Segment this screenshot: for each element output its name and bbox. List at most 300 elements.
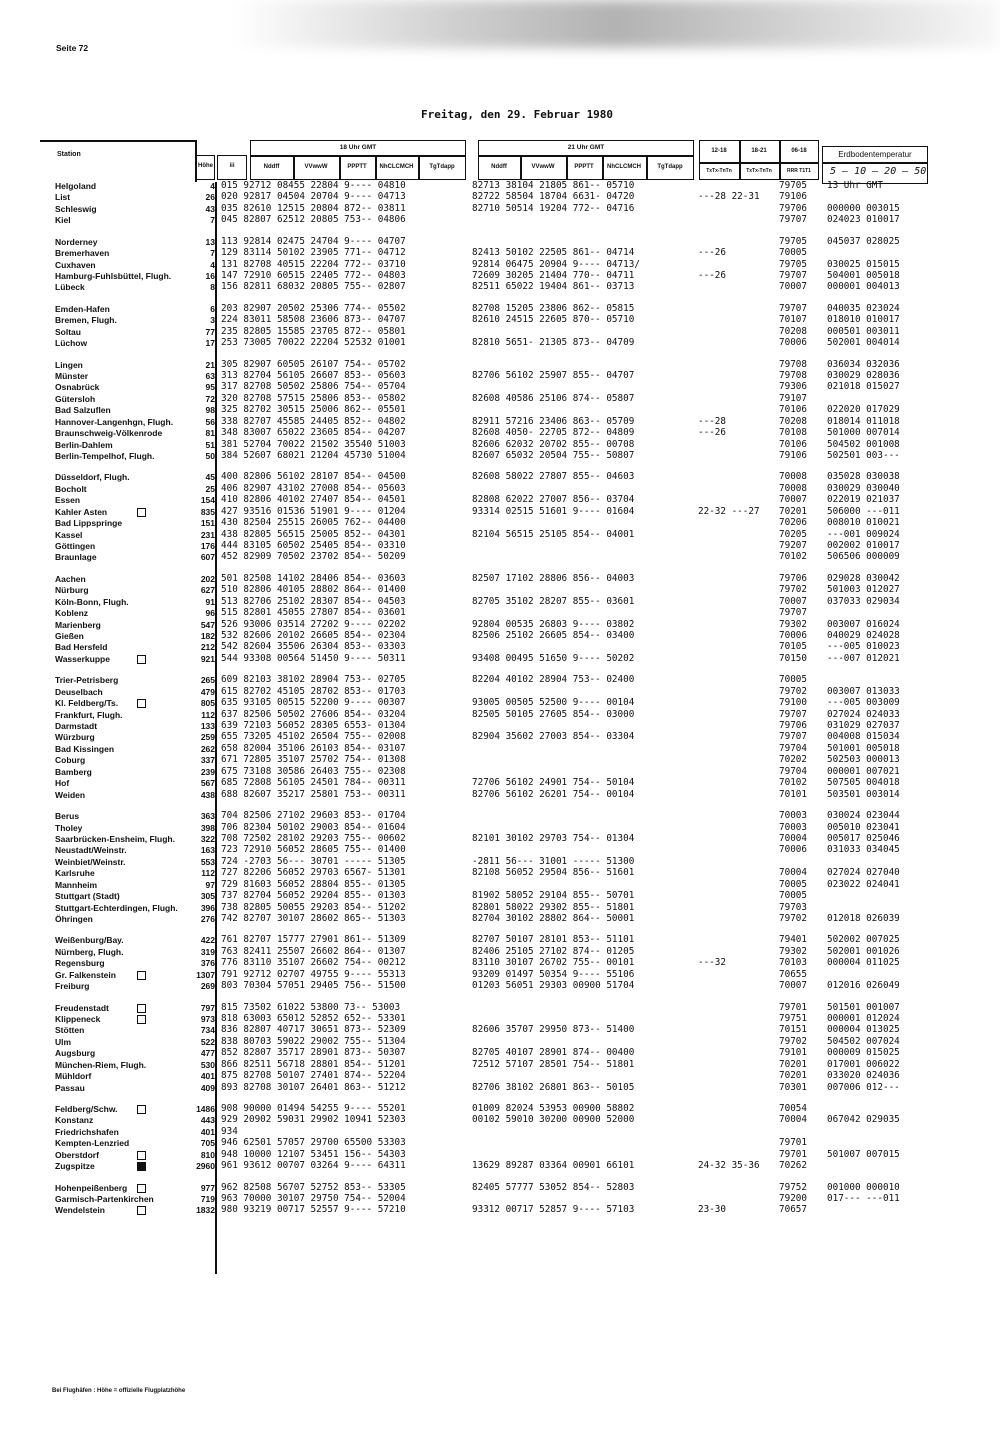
soil-temperature: 503501 003014 — [827, 788, 900, 800]
precip-group: 70205 — [779, 528, 807, 540]
station-hoehe: 50 — [205, 451, 215, 462]
obs-21-gmt: 82104 56515 25105 854-- 04001 — [472, 528, 635, 540]
header-21-gmt: 21 Uhr GMT — [567, 144, 605, 151]
station-hoehe: 319 — [200, 946, 215, 957]
station-hoehe: 262 — [200, 743, 215, 754]
station-marker-icon — [137, 508, 146, 517]
soil-temperature: 018014 011018 — [827, 415, 900, 427]
station-name: Coburg — [55, 755, 86, 766]
station-marker-icon — [137, 1015, 146, 1024]
station-hoehe: 1307 — [196, 969, 215, 980]
precip-group: 70003 — [779, 821, 807, 833]
obs-21-gmt: 93312 00717 52857 9---- 57103 — [472, 1204, 635, 1216]
precip-group: 70008 — [779, 471, 807, 483]
station-name: Berlin-Dahlem — [55, 439, 113, 450]
soil-temperature: 005017 025046 — [827, 832, 900, 844]
obs-18-gmt: 866 82511 56718 28801 854-- 51201 — [221, 1058, 406, 1070]
header-21-sub-4: NhCLCMCH — [607, 164, 641, 170]
precip-group: 70054 — [779, 1102, 807, 1114]
soil-temperature: 502002 007025 — [827, 934, 900, 946]
precip-group: 79302 — [779, 618, 807, 630]
header-21-sub-2: VVwwW — [531, 164, 555, 170]
soil-temperature: 012016 026049 — [827, 980, 900, 992]
station-hoehe: 182 — [200, 631, 215, 642]
station-hoehe: 26 — [205, 192, 215, 203]
header-21-sub-3: PPPTT — [574, 164, 594, 170]
station-name: Passau — [55, 1082, 85, 1093]
obs-21-gmt: 93005 00505 52500 9---- 00104 — [472, 697, 635, 709]
station-name: München-Riem, Flugh. — [55, 1059, 147, 1070]
station-hoehe: 43 — [205, 203, 215, 214]
obs-21-gmt: 82911 57216 23406 863-- 05709 — [472, 415, 635, 427]
obs-18-gmt: 325 82702 30515 25006 862-- 05501 — [221, 404, 406, 416]
obs-18-gmt: 724 -2703 56--- 30701 ----- 51305 — [221, 855, 406, 867]
obs-21-gmt: 82405 57777 53052 854-- 52803 — [472, 1181, 635, 1193]
precip-group: 79701 — [779, 1148, 807, 1160]
soil-temperature: 007006 012--- — [827, 1081, 900, 1093]
soil-temperature: 040035 023024 — [827, 302, 900, 314]
station-hoehe: 4 — [210, 181, 215, 191]
station-name: Oberstdorf — [55, 1149, 99, 1160]
obs-21-gmt: 82608 40586 25106 874-- 05807 — [472, 392, 635, 404]
date-title: Freitag, den 29. Februar 1980 — [421, 108, 614, 121]
obs-21-gmt: 82607 65032 20504 755-- 50807 — [472, 450, 635, 462]
station-hoehe: 438 — [200, 789, 215, 800]
precip-group: 70005 — [779, 674, 807, 686]
soil-temperature: 000001 012024 — [827, 1012, 900, 1024]
obs-18-gmt: 688 82607 35217 25801 753-- 00311 — [221, 788, 406, 800]
station-hoehe: 96 — [205, 608, 215, 619]
station-name: Neustadt/Weinstr. — [55, 845, 127, 856]
precip-group: 79707 — [779, 302, 807, 314]
station-name: Kassel — [55, 529, 83, 540]
obs-18-gmt: 761 82707 15777 27901 861-- 51309 — [221, 934, 406, 946]
soil-temperature: 033020 024036 — [827, 1070, 900, 1082]
precip-group: 79751 — [779, 1012, 807, 1024]
precip-group: 70006 — [779, 844, 807, 856]
soil-temperature: 030024 023044 — [827, 810, 900, 822]
station-hoehe: 805 — [200, 698, 215, 709]
soil-temperature: 035028 030038 — [827, 471, 900, 483]
station-name: Norderney — [55, 236, 98, 247]
station-hoehe: 45 — [205, 472, 215, 483]
precip-group: 70004 — [779, 1114, 807, 1126]
obs-18-gmt: 131 82708 40515 22204 772-- 03710 — [221, 258, 406, 270]
precip-group: 79702 — [779, 912, 807, 924]
obs-18-gmt: 704 82506 27102 29603 853-- 01704 — [221, 810, 406, 822]
station-name: Köln-Bonn, Flugh. — [55, 596, 129, 607]
soil-temperature: ---005 003009 — [827, 697, 900, 709]
precip-group: 70106 — [779, 404, 807, 416]
station-name: Augsburg — [55, 1048, 96, 1059]
precip-group: 70201 — [779, 1070, 807, 1082]
precip-group: 70657 — [779, 1204, 807, 1216]
max-min-temp: ---28 22-31 — [698, 191, 760, 203]
soil-temperature: 030029 030040 — [827, 482, 900, 494]
obs-18-gmt: 675 73108 30586 26403 755-- 02308 — [221, 765, 406, 777]
precip-group: 79708 — [779, 370, 807, 382]
station-hoehe: 17 — [205, 338, 215, 349]
header-station: Station — [57, 151, 81, 158]
precip-group: 79106 — [779, 191, 807, 203]
station-name: Weiden — [55, 789, 86, 800]
station-hoehe: 154 — [200, 495, 215, 506]
header-maxmin-2: 18-21 — [751, 148, 767, 154]
obs-18-gmt: 723 72910 56052 28605 755-- 01400 — [221, 844, 406, 856]
obs-21-gmt: 82511 65022 19404 861-- 03713 — [472, 281, 635, 293]
header-maxmin-1b: TxTx-TnTn — [706, 168, 732, 174]
precip-group: 70005 — [779, 890, 807, 902]
precip-group: 70208 — [779, 415, 807, 427]
obs-18-gmt: 338 82707 45585 24405 852-- 04802 — [221, 415, 406, 427]
obs-18-gmt: 400 82806 56102 28107 854-- 04500 — [221, 471, 406, 483]
obs-18-gmt: 791 92712 02707 49755 9---- 55313 — [221, 968, 406, 980]
obs-18-gmt: 515 82801 45055 27807 854-- 03601 — [221, 607, 406, 619]
precip-group: 79706 — [779, 720, 807, 732]
station-hoehe: 921 — [200, 653, 215, 664]
precip-group: 79701 — [779, 1001, 807, 1013]
station-hoehe: 973 — [200, 1013, 215, 1024]
obs-21-gmt: 72512 57107 28501 754-- 51801 — [472, 1058, 635, 1070]
station-name: Bocholt — [55, 483, 87, 494]
soil-temperature: 027024 027040 — [827, 867, 900, 879]
precip-group: 70105 — [779, 641, 807, 653]
precip-group: 70102 — [779, 777, 807, 789]
station-hoehe: 81 — [205, 428, 215, 439]
obs-21-gmt: 82707 50107 28101 853-- 51101 — [472, 934, 635, 946]
precip-group: 79707 — [779, 270, 807, 281]
station-marker-icon — [137, 1162, 146, 1171]
header-18-sub-2: VVwwW — [304, 164, 328, 170]
station-name: Bremen, Flugh. — [55, 315, 117, 326]
station-name: Berus — [55, 811, 80, 822]
obs-18-gmt: 532 82606 20102 26605 854-- 02304 — [221, 630, 406, 642]
station-hoehe: 95 — [205, 382, 215, 393]
precip-group: 79207 — [779, 540, 807, 552]
obs-21-gmt: -2811 56--- 31001 ----- 51300 — [472, 855, 635, 867]
obs-18-gmt: 203 82907 20502 25306 774-- 05502 — [221, 302, 406, 314]
station-hoehe: 705 — [200, 1138, 215, 1149]
station-name: Gütersloh — [55, 393, 96, 404]
station-marker-icon — [137, 1151, 146, 1160]
soil-temperature: 502001 004014 — [827, 337, 900, 349]
soil-temperature: 017--- ---011 — [827, 1192, 900, 1204]
station-name: Kahler Asten — [55, 506, 108, 517]
soil-temperature: 024023 010017 — [827, 214, 900, 226]
station-hoehe: 376 — [200, 958, 215, 969]
station-hoehe: 151 — [200, 518, 215, 529]
precip-group: 79705 — [779, 180, 807, 191]
precip-group: 70003 — [779, 810, 807, 822]
obs-18-gmt: 706 82304 50102 29003 854-- 01604 — [221, 821, 406, 833]
soil-temperature: 13 Uhr GMT — [827, 180, 883, 191]
station-name: Düsseldorf, Flugh. — [55, 472, 130, 483]
obs-18-gmt: 348 83007 65022 23605 854-- 04207 — [221, 427, 406, 439]
station-name: Essen — [55, 495, 81, 506]
station-hoehe: 522 — [200, 1036, 215, 1047]
station-hoehe: 112 — [201, 868, 215, 879]
obs-21-gmt: 82505 50105 27605 854-- 03000 — [472, 708, 635, 720]
precip-group: 79706 — [779, 572, 807, 584]
obs-18-gmt: 655 73205 45102 26504 755-- 02008 — [221, 731, 406, 743]
hoehe-rule — [215, 182, 217, 1274]
station-name: Helgoland — [55, 181, 97, 191]
station-name: Gießen — [55, 631, 84, 642]
obs-21-gmt: 82708 15205 23806 862-- 05815 — [472, 302, 635, 314]
precip-group: 79707 — [779, 731, 807, 743]
precip-group: 70102 — [779, 551, 807, 563]
precip-group: 79401 — [779, 934, 807, 946]
soil-temperature: 507505 004018 — [827, 777, 900, 789]
obs-18-gmt: 946 62501 57057 29700 65500 53303 — [221, 1137, 406, 1149]
station-hoehe: 479 — [200, 686, 215, 697]
obs-18-gmt: 908 90000 01494 54255 9---- 55201 — [221, 1102, 406, 1114]
precip-group: 79703 — [779, 901, 807, 913]
soil-temperature: 022020 017029 — [827, 404, 900, 416]
precip-group: 79705 — [779, 235, 807, 247]
soil-temperature: 021018 015027 — [827, 381, 900, 393]
station-name: Mühldorf — [55, 1071, 92, 1082]
obs-18-gmt: 526 93006 03514 27202 9---- 02202 — [221, 618, 406, 630]
station-name: Wendelstein — [55, 1205, 105, 1216]
station-hoehe: 530 — [200, 1059, 215, 1070]
precip-group: 79704 — [779, 742, 807, 754]
station-name: Emden-Hafen — [55, 303, 110, 314]
station-hoehe: 2960 — [196, 1161, 215, 1172]
precip-group: 79707 — [779, 708, 807, 720]
station-name: Weinbiet/Weinstr. — [55, 856, 126, 867]
station-name: Berlin-Tempelhof, Flugh. — [55, 451, 155, 462]
station-name: Braunschweig-Völkenrode — [55, 428, 163, 439]
soil-temperature: ---005 010023 — [827, 641, 900, 653]
station-name: Kempten-Lenzried — [55, 1138, 130, 1149]
obs-18-gmt: 320 82708 57515 25806 853-- 05802 — [221, 392, 406, 404]
station-name: Soltau — [55, 326, 81, 337]
soil-temperature: 031033 034045 — [827, 844, 900, 856]
obs-18-gmt: 045 82807 62512 20805 753-- 04806 — [221, 214, 406, 226]
obs-21-gmt: 82606 35707 29950 873-- 51400 — [472, 1024, 635, 1036]
scan-noise — [230, 0, 1000, 48]
precip-group: 70005 — [779, 878, 807, 890]
precip-group: 79708 — [779, 358, 807, 370]
station-hoehe: 322 — [200, 833, 215, 844]
station-name: Würzburg — [55, 732, 95, 743]
obs-18-gmt: 639 72103 56052 28305 6553- 01304 — [221, 720, 406, 732]
station-name: Gr. Falkenstein — [55, 969, 116, 980]
station-hoehe: 63 — [205, 371, 215, 382]
obs-18-gmt: 742 82707 30107 28602 865-- 51303 — [221, 912, 406, 924]
obs-18-gmt: 685 72808 56105 24501 784-- 00311 — [221, 777, 406, 789]
obs-18-gmt: 737 82704 56052 29204 855-- 01303 — [221, 890, 406, 902]
obs-18-gmt: 147 72910 60515 22405 772-- 04803 — [221, 270, 406, 281]
station-name: Nürburg — [55, 585, 89, 596]
precip-group: 70201 — [779, 1058, 807, 1070]
precip-group: 70004 — [779, 832, 807, 844]
obs-18-gmt: 427 93516 01536 51901 9---- 01204 — [221, 505, 406, 517]
header-hoehe: Höhe — [198, 163, 213, 169]
obs-18-gmt: 929 20902 59031 29902 10941 52303 — [221, 1114, 406, 1126]
station-hoehe: 112 — [201, 709, 215, 720]
station-name: Marienberg — [55, 619, 101, 630]
soil-temperature: 501003 012027 — [827, 584, 900, 596]
station-hoehe: 176 — [200, 541, 215, 552]
station-hoehe: 72 — [205, 393, 215, 404]
station-name: Koblenz — [55, 608, 89, 619]
station-hoehe: 553 — [200, 856, 215, 867]
obs-18-gmt: 381 52704 70022 21502 35540 51003 — [221, 438, 406, 450]
station-marker-icon — [137, 1004, 146, 1013]
obs-21-gmt: 72706 56102 24901 754-- 50104 — [472, 777, 635, 789]
station-name: Hohenpeißenberg — [55, 1182, 128, 1193]
soil-temperature: ---007 012021 — [827, 652, 900, 664]
station-hoehe: 810 — [200, 1149, 215, 1160]
obs-18-gmt: 113 92814 02475 24704 9---- 04707 — [221, 235, 406, 247]
obs-18-gmt: 410 82806 40102 27407 854-- 04501 — [221, 494, 406, 506]
obs-21-gmt: 82706 56102 25907 855-- 04707 — [472, 370, 635, 382]
station-hoehe: 734 — [200, 1025, 215, 1036]
station-name: Aachen — [55, 573, 86, 584]
header-maxmin-2b: TxTx-TnTn — [746, 168, 772, 174]
station-marker-icon — [137, 971, 146, 980]
station-name: Garmisch-Partenkirchen — [55, 1193, 154, 1204]
obs-18-gmt: 452 82909 70502 23702 854-- 50209 — [221, 551, 406, 563]
obs-21-gmt: 82608 58022 27807 855-- 04603 — [472, 471, 635, 483]
max-min-temp: 24-32 35-36 — [698, 1160, 760, 1172]
obs-21-gmt: 82722 58504 18704 6631- 04720 — [472, 191, 635, 203]
station-hoehe: 4 — [210, 259, 215, 270]
header-iii: iii — [229, 163, 235, 169]
obs-21-gmt: 82507 17102 28806 856-- 04003 — [472, 572, 635, 584]
soil-temperature: 023022 024041 — [827, 878, 900, 890]
soil-temperature: 037033 029034 — [827, 595, 900, 607]
obs-18-gmt: 406 82907 43102 27008 854-- 05603 — [221, 482, 406, 494]
station-name: List — [55, 192, 71, 203]
precip-group: 70101 — [779, 788, 807, 800]
station-name: Braunlage — [55, 552, 97, 563]
precip-group: 79106 — [779, 450, 807, 462]
obs-18-gmt: 438 82805 56515 25005 852-- 04301 — [221, 528, 406, 540]
precip-group: 70004 — [779, 867, 807, 879]
soil-temperature: 018010 010017 — [827, 314, 900, 326]
station-name: Lingen — [55, 359, 83, 370]
obs-18-gmt: 729 81603 56052 28804 855-- 01305 — [221, 878, 406, 890]
soil-temperature: 504502 001008 — [827, 438, 900, 450]
soil-temperature: 017001 006022 — [827, 1058, 900, 1070]
precip-group: 70007 — [779, 281, 807, 293]
precip-group: 79701 — [779, 1137, 807, 1149]
obs-21-gmt: 82710 50514 19204 772-- 04716 — [472, 202, 635, 214]
obs-21-gmt: 00102 59010 30200 00900 52000 — [472, 1114, 635, 1126]
obs-21-gmt: 82506 25102 26605 854-- 03400 — [472, 630, 635, 642]
obs-18-gmt: 962 82508 56707 52752 853-- 53305 — [221, 1181, 406, 1193]
obs-21-gmt: 82706 38102 26801 863-- 50105 — [472, 1081, 635, 1093]
station-name: Bad Hersfeld — [55, 642, 108, 653]
obs-18-gmt: 384 52607 68021 21204 45730 51004 — [221, 450, 406, 462]
station-hoehe: 239 — [200, 766, 215, 777]
page-label: Seite 72 — [56, 43, 89, 53]
station-hoehe: 3 — [210, 315, 215, 326]
precip-group: 79101 — [779, 1047, 807, 1059]
precip-group: 79706 — [779, 202, 807, 214]
station-hoehe: 276 — [200, 913, 215, 924]
soil-temperature: 000000 003015 — [827, 202, 900, 214]
obs-21-gmt: 82810 5651- 21305 873-- 04709 — [472, 337, 635, 349]
obs-21-gmt: 13629 89287 03364 00901 66101 — [472, 1160, 635, 1172]
obs-18-gmt: 763 82411 25507 26602 864-- 01307 — [221, 945, 406, 957]
station-name: Klippeneck — [55, 1013, 101, 1024]
station-name: Göttingen — [55, 541, 96, 552]
station-hoehe: 259 — [200, 732, 215, 743]
header-erdboden: Erdbodentemperatur — [838, 150, 912, 159]
soil-temperature: 045037 028025 — [827, 235, 900, 247]
soil-temperature: 002002 010017 — [827, 540, 900, 552]
station-hoehe: 363 — [200, 811, 215, 822]
station-name: Wasserkuppe — [55, 653, 110, 664]
station-name: Ulm — [55, 1036, 72, 1047]
station-hoehe: 409 — [200, 1082, 215, 1093]
precip-group: 70008 — [779, 482, 807, 494]
soil-temperature: 031029 027037 — [827, 720, 900, 732]
obs-18-gmt: 501 82508 14102 28406 854-- 03603 — [221, 572, 406, 584]
station-name: Trier-Petrisberg — [55, 675, 119, 686]
station-name: Hof — [55, 778, 70, 789]
obs-21-gmt: 72609 30205 21404 770-- 04711 — [472, 270, 635, 281]
station-name: Münster — [55, 371, 89, 382]
obs-18-gmt: 544 93308 00564 51450 9---- 50311 — [221, 652, 406, 664]
obs-21-gmt: 93408 00495 51650 9---- 50202 — [472, 652, 635, 664]
station-name: Saarbrücken-Ensheim, Flugh. — [55, 833, 175, 844]
station-hoehe: 607 — [200, 552, 215, 563]
soil-temperature: 036034 032036 — [827, 358, 900, 370]
station-name: Osnabrück — [55, 382, 100, 393]
station-name: Weißenburg/Bay. — [55, 935, 124, 946]
obs-21-gmt: 01009 82024 53953 00900 58802 — [472, 1102, 635, 1114]
soil-temperature: 027024 024033 — [827, 708, 900, 720]
soil-temperature: 000001 004013 — [827, 281, 900, 293]
station-name: Lübeck — [55, 282, 85, 293]
precip-group: 70007 — [779, 494, 807, 506]
soil-temperature: 004008 015034 — [827, 731, 900, 743]
obs-21-gmt: 82413 50102 22505 861-- 04714 — [472, 247, 635, 259]
station-hoehe: 7 — [210, 215, 215, 226]
precip-group: 70262 — [779, 1160, 807, 1172]
station-hoehe: 627 — [200, 585, 215, 596]
obs-21-gmt: 93314 02515 51601 9---- 01604 — [472, 505, 635, 517]
precip-group: 79100 — [779, 697, 807, 709]
station-hoehe: 477 — [200, 1048, 215, 1059]
footnote: Bei Flughäfen : Höhe = offizielle Flugplatzhöhe — [52, 1388, 186, 1394]
station-hoehe: 396 — [200, 902, 215, 913]
soil-temperature: 001000 000010 — [827, 1181, 900, 1193]
obs-21-gmt: 82705 40107 28901 874-- 00400 — [472, 1047, 635, 1059]
station-hoehe: 977 — [200, 1182, 215, 1193]
precip-group: 70655 — [779, 968, 807, 980]
obs-18-gmt: 635 93105 00515 52200 9---- 00307 — [221, 697, 406, 709]
obs-21-gmt: 82801 58022 29302 855-- 51801 — [472, 901, 635, 913]
soil-temperature: 000004 013025 — [827, 1024, 900, 1036]
obs-18-gmt: 980 93219 00717 52557 9---- 57210 — [221, 1204, 406, 1216]
station-hoehe: 212 — [200, 642, 215, 653]
obs-18-gmt: 708 72502 28102 29203 755-- 00602 — [221, 832, 406, 844]
obs-18-gmt: 815 73502 61022 53800 73-- 53003 — [221, 1001, 401, 1013]
station-hoehe: 265 — [200, 675, 215, 686]
max-min-temp: 22-32 ---27 — [698, 505, 760, 517]
station-name: Zugspitze — [55, 1161, 95, 1172]
obs-21-gmt: 82204 40102 28904 753-- 02400 — [472, 674, 635, 686]
soil-temperature: 501001 005018 — [827, 742, 900, 754]
precip-group: 79702 — [779, 1035, 807, 1047]
obs-21-gmt: 82108 56052 29504 856-- 51601 — [472, 867, 635, 879]
